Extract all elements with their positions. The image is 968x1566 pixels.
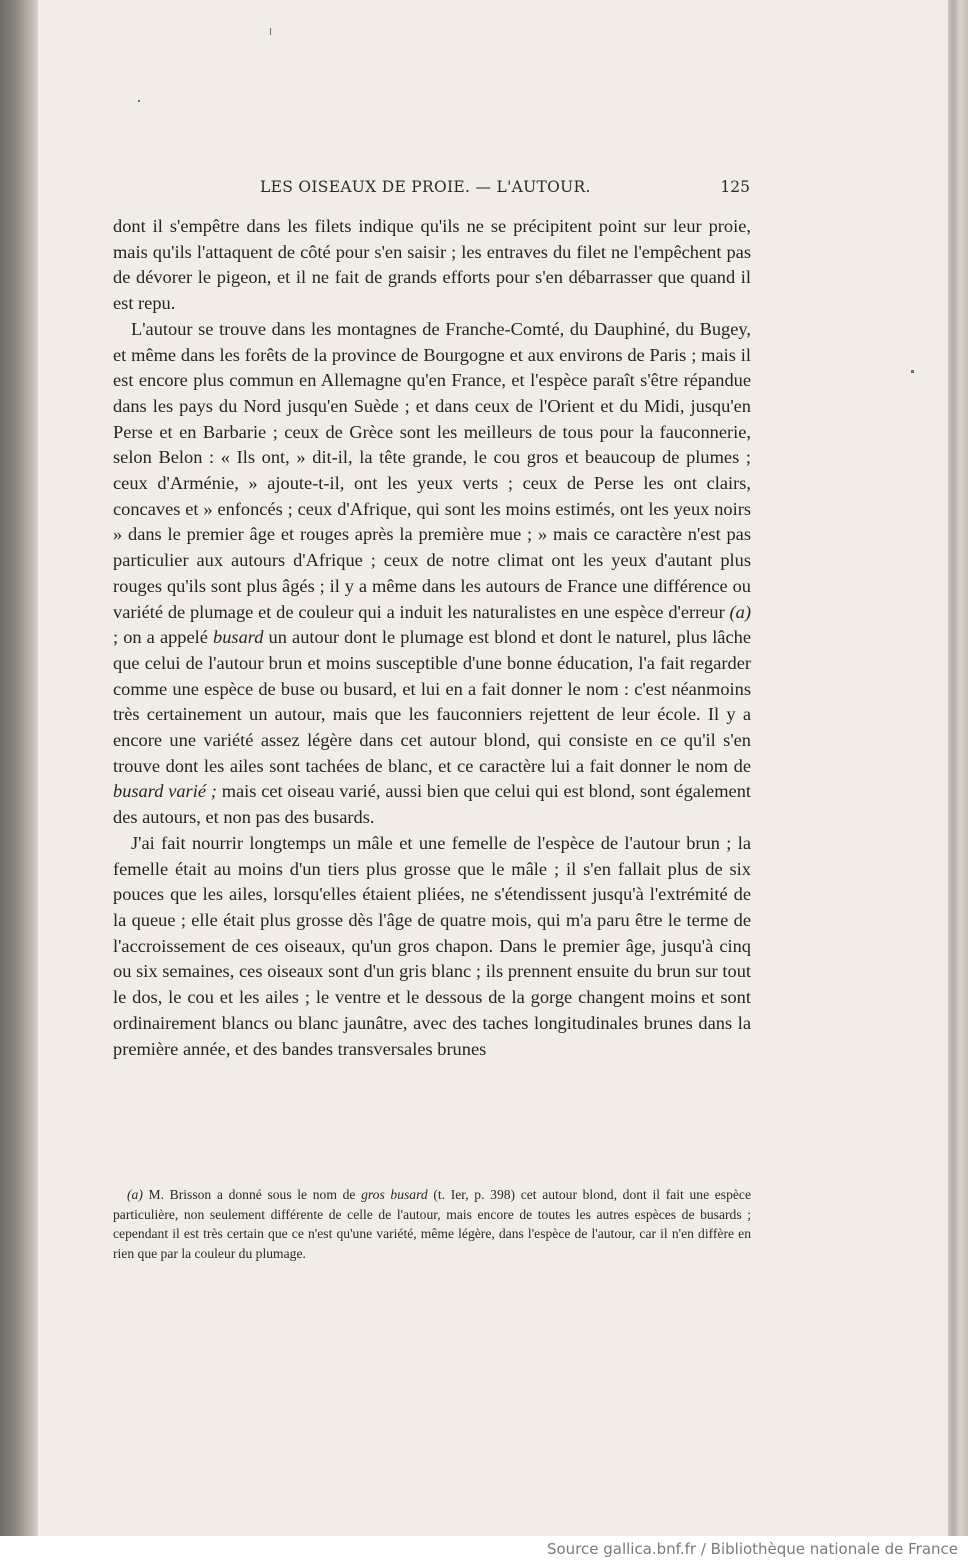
- running-title: LES OISEAUX DE PROIE. — L'AUTOUR.: [260, 178, 591, 196]
- italic-term: gros busard: [361, 1187, 428, 1202]
- source-credit: Source gallica.bnf.fr / Bibliothèque nationale de France: [546, 1540, 958, 1558]
- paragraph-autour-habitat: [113, 317, 751, 831]
- text-run: un autour dont le plumage est blond et dont le naturel, plus lâche que celui de l'autour brun et moins susceptible d'une bonne éducation, l'a fait regarder comme une espèce de buse ou busard, et lui en a fait donner le nom : c'est néanmoins très certainement un autour, mais que les fauconniers rejettent de leur école. Il y a encore une variété assez légère dans cet autour blond, qui consiste en ce qu'il s'en trouve dont les ailes sont tachées de blanc, et ce caractère lui a fait donner le nom de: [113, 627, 751, 776]
- scan-speck: [138, 100, 140, 102]
- footnote: [113, 1185, 751, 1263]
- paragraph-continued: dont il s'empêtre dans les filets indique qu'ils ne se précipitent point sur leur proie, mais qu'ils l'attaquent de côté pour s'en saisir ; les entraves du filet ne l'empêchent pas de dévorer le pigeon, et il ne fait de grands efforts pour s'en débarrasser que quand il est repu.: [113, 216, 751, 314]
- running-header: [260, 178, 750, 202]
- footnote-text: (t. Ier, p. 398) cet autour blond, dont il fait une espèce particulière, non seulement différente de celle de l'autour, mais encore de toutes les autres espèces de busards ; cependant il est très certain que ce n'est qu'une variété, même légère, dans l'espèce de l'autour, car il n'en diffère en rien que par la couleur du plumage.: [113, 1187, 751, 1261]
- italic-term: busard varié ;: [113, 781, 217, 802]
- text-run: L'autour se trouve dans les montagnes de Franche-Comté, du Dauphiné, du Bugey, et même dans les forêts de la province de Bourgogne et aux environs de Paris ; mais il est encore plus commun en Allemagne qu'en France, et l'espèce paraît s'être répandue dans les pays du Nord jusqu'en Suède ; et dans ceux de l'Orient et du Midi, jusqu'en Perse et en Barbarie ; ceux de Grèce sont les meilleurs de tous pour la fauconnerie, selon Belon : « Ils ont, » dit-il, la tête grande, le cou gros et beaucoup de plumes ; ceux d'Arménie, » ajoute-t-il, ont les yeux verts ; ceux de Perse les ont clairs, concaves et » enfoncés ; ceux d'Afrique, qui sont les moins estimés, ont les yeux noirs » dans le premier âge et rouges après la première mue ; » mais ce caractère n'est pas particulier aux autours d'Afrique ; ceux de notre climat ont les yeux d'autant plus rouges qu'ils sont plus âgés ; il y a même dans les autours de France une différence ou variété de plumage et de couleur qui a induit les naturalistes en une espèce d'erreur: [113, 318, 751, 622]
- scan-speck: [270, 28, 271, 35]
- page-number: 125: [720, 178, 750, 196]
- footnote-marker: (a): [127, 1187, 143, 1202]
- paragraph-observations: J'ai fait nourrir longtemps un mâle et une femelle de l'espèce de l'autour brun ; la femelle était au moins d'un tiers plus grosse que le mâle ; il s'en fallait plus de six pouces que les ailes, lorsqu'elles étaient pliées, ne s'étendissent jusqu'à l'extrémité de la queue ; elle était plus grosse dès l'âge de quatre mois, qui m'a paru être le terme de l'accroissement de ces oiseaux, qu'un gros chapon. Dans le premier âge, jusqu'à cinq ou six semaines, ces oiseaux sont d'un gris blanc ; ils prennent ensuite du brun sur tout le dos, le cou et les ailes ; le ventre et le dessous de la gorge changent moins et sont ordinairement blancs ou blanc jaunâtre, avec des taches longitudinales brunes dans la première année, et des bandes transversales brunes: [113, 832, 751, 1059]
- footnote-reference: (a): [729, 601, 751, 622]
- text-run: mais cet oiseau varié, aussi bien que celui qui est blond, sont également des autours, et non pas des busards.: [113, 781, 751, 828]
- text-run: ; on a appelé: [113, 627, 214, 648]
- italic-term: busard: [213, 627, 264, 648]
- scan-speck: [911, 370, 914, 373]
- footnote-text: M. Brisson a donné sous le nom de: [142, 1187, 362, 1202]
- main-text: [113, 214, 751, 1062]
- page-edges: [948, 0, 968, 1536]
- book-gutter: [0, 0, 40, 1540]
